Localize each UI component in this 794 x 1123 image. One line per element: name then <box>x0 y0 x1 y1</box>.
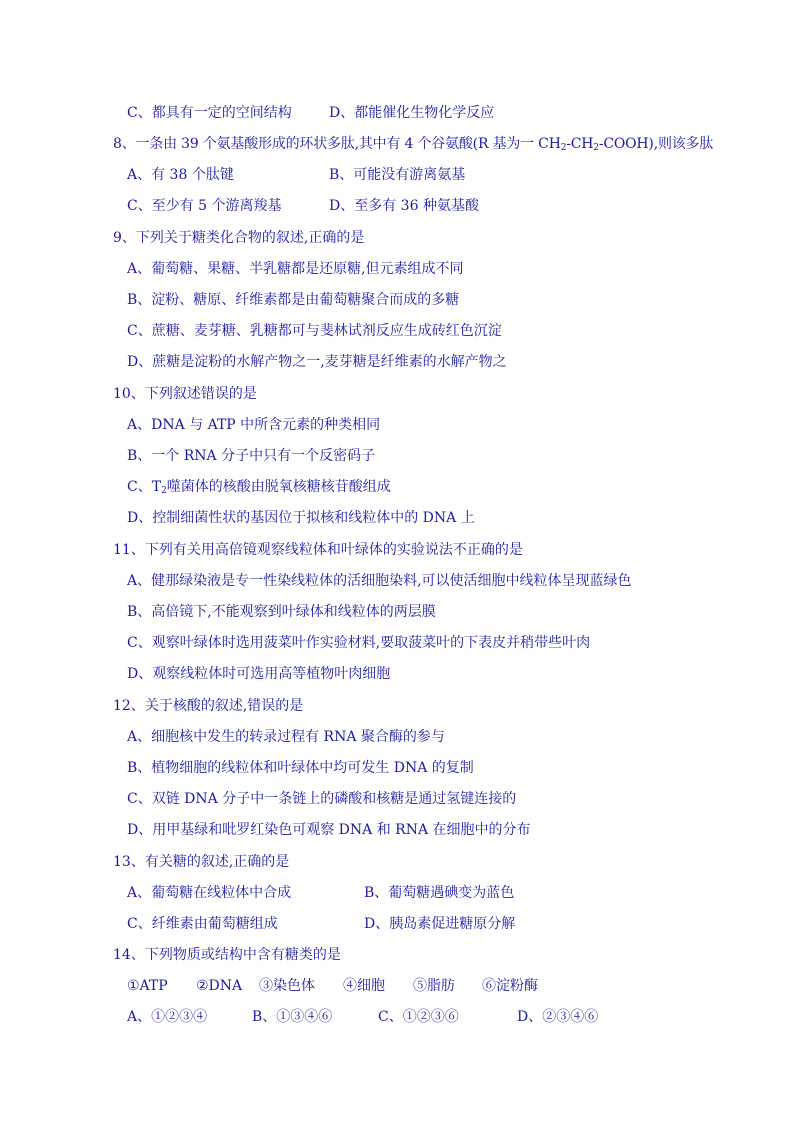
q14-stem: 14、下列物质或结构中含有糖类的是 <box>113 947 341 963</box>
q11-option-a: A、健那绿染液是专一性染线粒体的活细胞染料,可以使活细胞中线粒体呈现蓝绿色 <box>127 573 632 589</box>
q10-option-a: A、DNA 与 ATP 中所含元素的种类相同 <box>127 417 381 433</box>
q8-option-a: A、有 38 个肽键 <box>127 167 234 183</box>
q7-option-c: C、都具有一定的空间结构 <box>127 105 292 121</box>
q14-item: ①ATP <box>127 978 168 994</box>
q9-option-d: D、蔗糖是淀粉的水解产物之一,麦芽糖是纤维素的水解产物之 <box>127 354 507 370</box>
q9-option-b: B、淀粉、糖原、纤维素都是由葡萄糖聚合而成的多糖 <box>127 292 460 308</box>
q10-stem: 10、下列叙述错误的是 <box>113 386 257 402</box>
q14-item: ②DNA <box>196 978 243 994</box>
q13-option-c: C、纤维素由葡萄糖组成 <box>127 916 278 932</box>
q8-option-d: D、至多有 36 种氨基酸 <box>329 198 479 214</box>
q14-option-d: D、②③④⑥ <box>517 1009 599 1025</box>
q10-option-c-pre: C、T <box>127 479 162 495</box>
q13-stem: 13、有关糖的叙述,正确的是 <box>113 854 290 870</box>
q8-sub2: 2 <box>593 143 599 153</box>
q14-item: ⑤脂肪 <box>413 978 455 994</box>
q9-stem: 9、下列关于糖类化合物的叙述,正确的是 <box>113 230 365 246</box>
q8-option-c: C、至少有 5 个游离羧基 <box>127 198 282 214</box>
q10-option-d: D、控制细菌性状的基因位于拟核和线粒体中的 DNA 上 <box>127 510 475 526</box>
q11-stem: 11、下列有关用高倍镜观察线粒体和叶绿体的实验说法不正确的是 <box>113 542 523 558</box>
q13-option-b: B、葡萄糖遇碘变为蓝色 <box>364 885 515 901</box>
q12-option-d: D、用甲基绿和吡罗红染色可观察 DNA 和 RNA 在细胞中的分布 <box>127 822 531 838</box>
q13-option-d: D、胰岛素促进糖原分解 <box>364 916 516 932</box>
q8-option-b: B、可能没有游离氨基 <box>329 167 466 183</box>
q14-option-a: A、①②③④ <box>127 1009 208 1025</box>
q7-option-d: D、都能催化生物化学反应 <box>329 105 495 121</box>
q10-option-c-sub: 2 <box>161 486 167 496</box>
q14-option-c: C、①②③⑥ <box>378 1009 459 1025</box>
q12-option-b: B、植物细胞的线粒体和叶绿体中均可发生 DNA 的复制 <box>127 760 474 776</box>
q12-option-c: C、双链 DNA 分子中一条链上的磷酸和核糖是通过氢键连接的 <box>127 791 517 807</box>
q14-item: ⑥淀粉酶 <box>482 978 538 994</box>
q14-option-b: B、①③④⑥ <box>252 1009 333 1025</box>
q8-stem-post: -COOH),则该多肽 <box>598 136 714 152</box>
q11-option-d: D、观察线粒体时可选用高等植物叶肉细胞 <box>127 666 391 682</box>
q14-item: ③染色体 <box>259 978 315 994</box>
q8-sub1: 2 <box>560 143 567 153</box>
q11-option-c: C、观察叶绿体时选用菠菜叶作实验材料,要取菠菜叶的下表皮并稍带些叶肉 <box>127 635 591 651</box>
q9-option-a: A、葡萄糖、果糖、半乳糖都是还原糖,但元素组成不同 <box>127 261 464 277</box>
q10-option-c <box>127 478 391 500</box>
q10-option-c-post: 噬菌体的核酸由脱氧核糖核苷酸组成 <box>166 479 391 495</box>
q12-option-a: A、细胞核中发生的转录过程有 RNA 聚合酶的参与 <box>127 729 445 745</box>
q10-option-b: B、一个 RNA 分子中只有一个反密码子 <box>127 448 376 464</box>
q12-stem: 12、关于核酸的叙述,错误的是 <box>113 698 304 714</box>
q14-item: ④细胞 <box>343 978 385 994</box>
q13-option-a: A、葡萄糖在线粒体中合成 <box>127 885 292 901</box>
q8-stem <box>113 135 713 157</box>
q11-option-b: B、高倍镜下,不能观察到叶绿体和线粒体的两层膜 <box>127 604 436 620</box>
q8-stem-pre: 8、一条由 39 个氨基酸形成的环状多肽,其中有 4 个谷氨酸(R 基为一 CH <box>113 136 561 152</box>
q8-stem-mid: -CH <box>566 136 594 152</box>
q9-option-c: C、蔗糖、麦芽糖、乳糖都可与斐林试剂反应生成砖红色沉淀 <box>127 323 502 339</box>
